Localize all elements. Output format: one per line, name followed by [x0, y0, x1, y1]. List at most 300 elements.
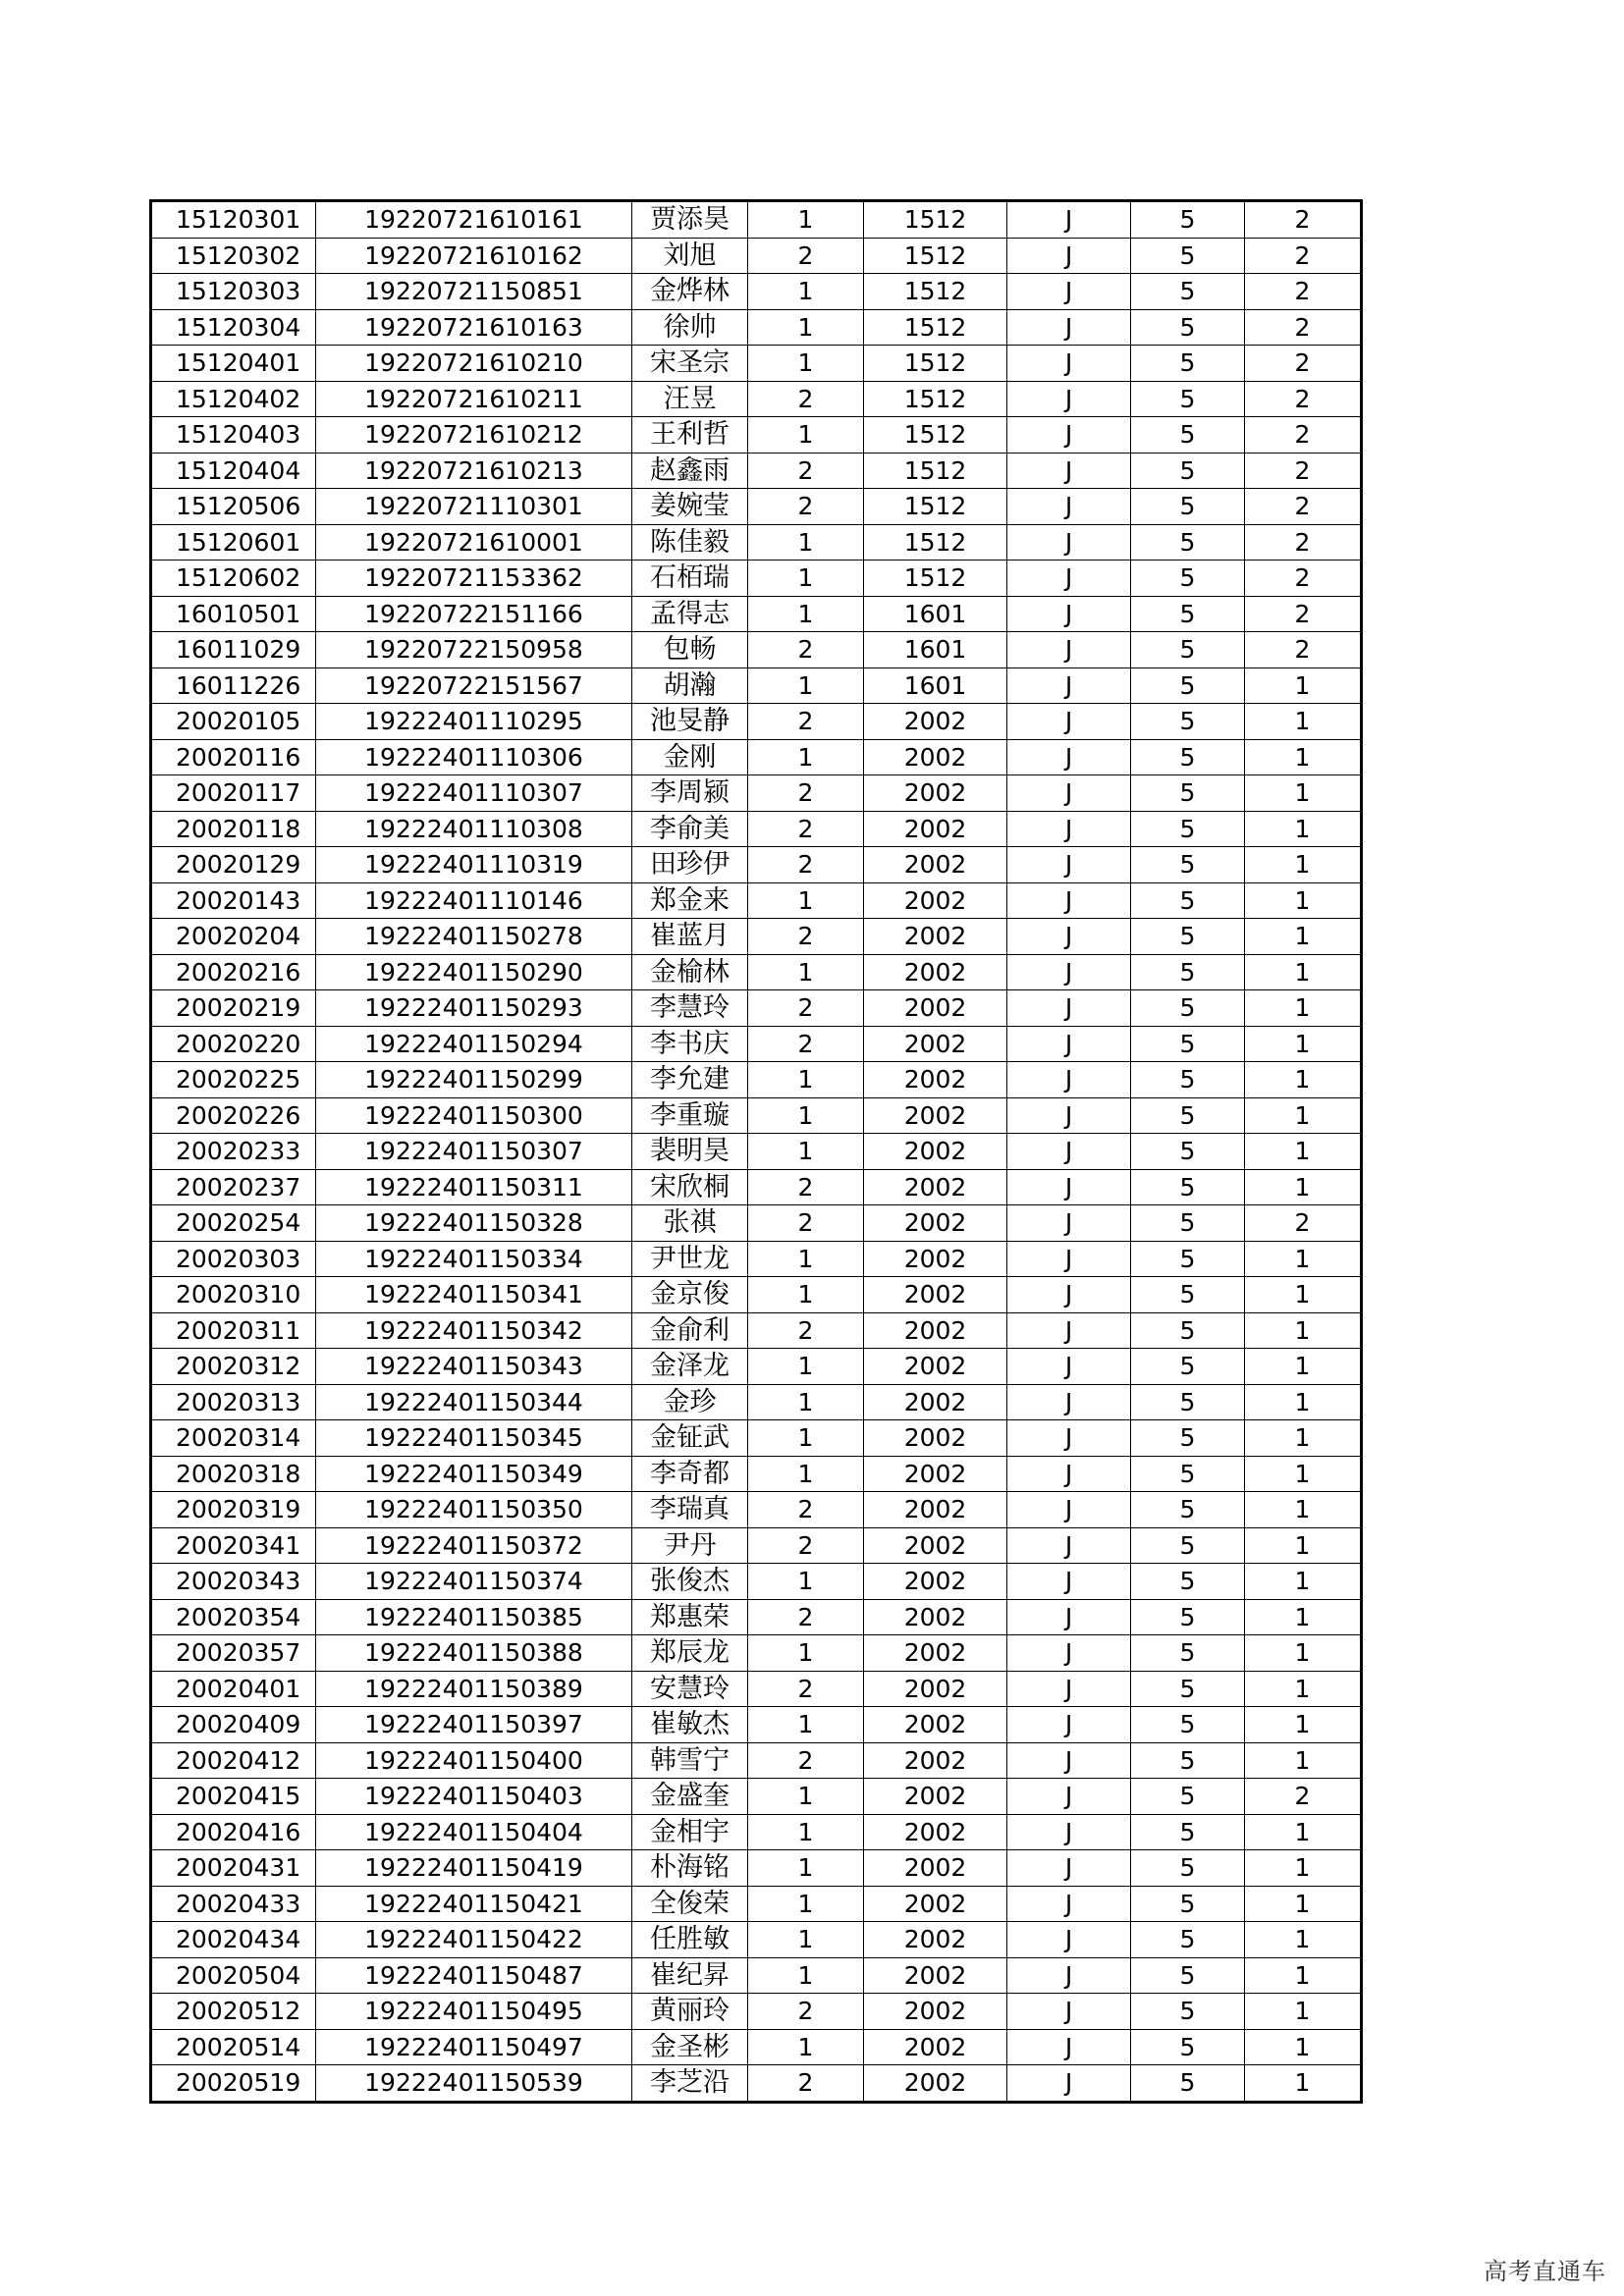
table-row — [151, 954, 1362, 990]
cell-student-name: 宋圣宗 — [632, 346, 748, 382]
cell-level: 5 — [1131, 1635, 1245, 1672]
cell-count: 1 — [1245, 1564, 1362, 1600]
table-row — [151, 1886, 1362, 1922]
cell-exam-id: 15120401 — [151, 346, 316, 382]
cell-registration-no: 19220721610210 — [316, 346, 632, 382]
cell-exam-id: 15120602 — [151, 561, 316, 597]
table-row — [151, 1169, 1362, 1205]
cell-level: 5 — [1131, 1349, 1245, 1385]
cell-registration-no: 19222401150299 — [316, 1062, 632, 1098]
cell-exam-id: 20020233 — [151, 1134, 316, 1170]
cell-student-name: 崔纪昇 — [632, 1957, 748, 1994]
cell-gender-code: 1 — [748, 1097, 864, 1134]
cell-level: 5 — [1131, 1957, 1245, 1994]
cell-registration-no: 19222401150334 — [316, 1241, 632, 1277]
cell-level: 5 — [1131, 1062, 1245, 1098]
cell-gender-code: 2 — [748, 847, 864, 883]
cell-class-code: 2002 — [864, 2065, 1007, 2103]
cell-student-name: 张祺 — [632, 1205, 748, 1242]
cell-count: 1 — [1245, 704, 1362, 740]
cell-student-name: 刘旭 — [632, 238, 748, 274]
cell-exam-id: 20020254 — [151, 1205, 316, 1242]
table-row — [151, 1420, 1362, 1457]
cell-class-code: 2002 — [864, 1026, 1007, 1062]
cell-student-name: 田珍伊 — [632, 847, 748, 883]
table-row — [151, 1564, 1362, 1600]
cell-registration-no: 19222401150350 — [316, 1492, 632, 1528]
cell-count: 1 — [1245, 1349, 1362, 1385]
cell-class-code: 2002 — [864, 1134, 1007, 1170]
cell-student-name: 金烨林 — [632, 274, 748, 310]
cell-level: 5 — [1131, 1420, 1245, 1457]
cell-registration-no: 19222401150404 — [316, 1814, 632, 1850]
cell-class-code: 1512 — [864, 274, 1007, 310]
cell-class-code: 1512 — [864, 381, 1007, 417]
cell-category: J — [1007, 274, 1131, 310]
cell-exam-id: 20020504 — [151, 1957, 316, 1994]
table-row — [151, 381, 1362, 417]
cell-class-code: 2002 — [864, 1994, 1007, 2030]
cell-registration-no: 19220721153362 — [316, 561, 632, 597]
cell-gender-code: 1 — [748, 274, 864, 310]
cell-student-name: 汪昱 — [632, 381, 748, 417]
table-row — [151, 1850, 1362, 1887]
cell-count: 2 — [1245, 417, 1362, 454]
cell-level: 5 — [1131, 954, 1245, 990]
cell-gender-code: 1 — [748, 309, 864, 346]
cell-category: J — [1007, 2029, 1131, 2065]
cell-level: 5 — [1131, 847, 1245, 883]
table-row — [151, 919, 1362, 955]
cell-count: 1 — [1245, 1134, 1362, 1170]
cell-level: 5 — [1131, 1241, 1245, 1277]
cell-registration-no: 19222401150344 — [316, 1384, 632, 1420]
cell-count: 1 — [1245, 739, 1362, 775]
cell-count: 1 — [1245, 954, 1362, 990]
cell-exam-id: 20020220 — [151, 1026, 316, 1062]
cell-gender-code: 2 — [748, 1599, 864, 1635]
watermark-text: 高考直通车 — [1484, 2258, 1606, 2285]
cell-class-code: 2002 — [864, 1312, 1007, 1349]
cell-gender-code: 1 — [748, 1850, 864, 1887]
table-row — [151, 2065, 1362, 2103]
cell-exam-id: 20020514 — [151, 2029, 316, 2065]
cell-level: 5 — [1131, 704, 1245, 740]
cell-registration-no: 19222401150294 — [316, 1026, 632, 1062]
cell-student-name: 包畅 — [632, 632, 748, 668]
cell-count: 1 — [1245, 990, 1362, 1027]
cell-category: J — [1007, 381, 1131, 417]
cell-registration-no: 19220721610211 — [316, 381, 632, 417]
cell-count: 2 — [1245, 632, 1362, 668]
cell-class-code: 2002 — [864, 1420, 1007, 1457]
cell-exam-id: 20020415 — [151, 1779, 316, 1815]
cell-category: J — [1007, 1814, 1131, 1850]
cell-class-code: 2002 — [864, 919, 1007, 955]
cell-category: J — [1007, 882, 1131, 919]
cell-class-code: 2002 — [864, 990, 1007, 1027]
cell-registration-no: 19222401150388 — [316, 1635, 632, 1672]
table-row — [151, 1062, 1362, 1098]
cell-level: 5 — [1131, 201, 1245, 239]
cell-exam-id: 20020116 — [151, 739, 316, 775]
cell-exam-id: 20020143 — [151, 882, 316, 919]
cell-category: J — [1007, 1241, 1131, 1277]
cell-level: 5 — [1131, 1134, 1245, 1170]
cell-category: J — [1007, 1062, 1131, 1098]
cell-level: 5 — [1131, 667, 1245, 704]
cell-class-code: 2002 — [864, 1241, 1007, 1277]
cell-level: 5 — [1131, 274, 1245, 310]
cell-exam-id: 15120404 — [151, 453, 316, 489]
cell-class-code: 1601 — [864, 632, 1007, 668]
cell-exam-id: 15120301 — [151, 201, 316, 239]
cell-class-code: 2002 — [864, 954, 1007, 990]
cell-level: 5 — [1131, 990, 1245, 1027]
cell-count: 1 — [1245, 1169, 1362, 1205]
cell-exam-id: 20020519 — [151, 2065, 316, 2103]
cell-count: 1 — [1245, 775, 1362, 812]
cell-student-name: 金圣彬 — [632, 2029, 748, 2065]
cell-registration-no: 19222401150487 — [316, 1957, 632, 1994]
cell-student-name: 尹世龙 — [632, 1241, 748, 1277]
cell-gender-code: 1 — [748, 1707, 864, 1743]
table-row — [151, 990, 1362, 1027]
table-row — [151, 1779, 1362, 1815]
cell-level: 5 — [1131, 1850, 1245, 1887]
cell-student-name: 李书庆 — [632, 1026, 748, 1062]
cell-class-code: 2002 — [864, 1850, 1007, 1887]
cell-level: 5 — [1131, 919, 1245, 955]
cell-count: 1 — [1245, 1026, 1362, 1062]
table-row — [151, 1599, 1362, 1635]
cell-gender-code: 2 — [748, 1205, 864, 1242]
cell-exam-id: 16011029 — [151, 632, 316, 668]
cell-level: 5 — [1131, 1026, 1245, 1062]
cell-registration-no: 19222401150539 — [316, 2065, 632, 2103]
cell-class-code: 1512 — [864, 524, 1007, 561]
cell-class-code: 2002 — [864, 1886, 1007, 1922]
cell-exam-id: 15120304 — [151, 309, 316, 346]
cell-category: J — [1007, 1957, 1131, 1994]
table-row — [151, 274, 1362, 310]
cell-category: J — [1007, 667, 1131, 704]
cell-class-code: 2002 — [864, 1349, 1007, 1385]
cell-student-name: 郑金来 — [632, 882, 748, 919]
cell-category: J — [1007, 1994, 1131, 2030]
cell-category: J — [1007, 596, 1131, 632]
cell-category: J — [1007, 775, 1131, 812]
cell-class-code: 2002 — [864, 1707, 1007, 1743]
cell-student-name: 王利哲 — [632, 417, 748, 454]
table-row — [151, 1026, 1362, 1062]
cell-student-name: 金刚 — [632, 739, 748, 775]
cell-class-code: 2002 — [864, 1635, 1007, 1672]
cell-student-name: 任胜敏 — [632, 1922, 748, 1958]
cell-registration-no: 19222401150385 — [316, 1599, 632, 1635]
cell-registration-no: 19222401150290 — [316, 954, 632, 990]
cell-student-name: 李慧玲 — [632, 990, 748, 1027]
cell-exam-id: 20020117 — [151, 775, 316, 812]
cell-count: 1 — [1245, 1599, 1362, 1635]
cell-category: J — [1007, 1850, 1131, 1887]
cell-student-name: 金钲武 — [632, 1420, 748, 1457]
cell-gender-code: 1 — [748, 1886, 864, 1922]
cell-count: 1 — [1245, 1420, 1362, 1457]
cell-level: 5 — [1131, 1671, 1245, 1707]
cell-category: J — [1007, 453, 1131, 489]
cell-registration-no: 19222401150342 — [316, 1312, 632, 1349]
cell-exam-id: 20020416 — [151, 1814, 316, 1850]
cell-exam-id: 15120403 — [151, 417, 316, 454]
cell-count: 2 — [1245, 309, 1362, 346]
cell-student-name: 李允建 — [632, 1062, 748, 1098]
table-body — [151, 201, 1362, 2103]
cell-category: J — [1007, 1886, 1131, 1922]
cell-gender-code: 1 — [748, 561, 864, 597]
cell-student-name: 金榆林 — [632, 954, 748, 990]
cell-class-code: 1512 — [864, 561, 1007, 597]
cell-count: 2 — [1245, 524, 1362, 561]
cell-student-name: 黄丽玲 — [632, 1994, 748, 2030]
cell-category: J — [1007, 1134, 1131, 1170]
cell-student-name: 李瑞真 — [632, 1492, 748, 1528]
cell-class-code: 2002 — [864, 1527, 1007, 1564]
cell-category: J — [1007, 1599, 1131, 1635]
cell-category: J — [1007, 1742, 1131, 1779]
cell-level: 5 — [1131, 2065, 1245, 2103]
cell-gender-code: 1 — [748, 667, 864, 704]
cell-class-code: 2002 — [864, 775, 1007, 812]
cell-count: 1 — [1245, 1241, 1362, 1277]
cell-student-name: 陈佳毅 — [632, 524, 748, 561]
cell-count: 1 — [1245, 1312, 1362, 1349]
cell-student-name: 安慧玲 — [632, 1671, 748, 1707]
cell-category: J — [1007, 1312, 1131, 1349]
cell-exam-id: 20020310 — [151, 1277, 316, 1313]
cell-student-name: 石栢瑞 — [632, 561, 748, 597]
table-row — [151, 309, 1362, 346]
cell-count: 1 — [1245, 1097, 1362, 1134]
cell-count: 1 — [1245, 847, 1362, 883]
student-table — [149, 199, 1363, 2104]
cell-count: 1 — [1245, 1527, 1362, 1564]
cell-class-code: 2002 — [864, 1742, 1007, 1779]
cell-gender-code: 1 — [748, 1420, 864, 1457]
table-row — [151, 847, 1362, 883]
cell-gender-code: 2 — [748, 704, 864, 740]
cell-exam-id: 20020319 — [151, 1492, 316, 1528]
cell-level: 5 — [1131, 417, 1245, 454]
cell-gender-code: 1 — [748, 1564, 864, 1600]
table-row — [151, 1205, 1362, 1242]
cell-student-name: 李俞美 — [632, 811, 748, 847]
cell-gender-code: 1 — [748, 1241, 864, 1277]
cell-student-name: 池旻静 — [632, 704, 748, 740]
table-row — [151, 739, 1362, 775]
cell-gender-code: 1 — [748, 1922, 864, 1958]
cell-student-name: 崔敏杰 — [632, 1707, 748, 1743]
table-row — [151, 524, 1362, 561]
cell-registration-no: 19222401150495 — [316, 1994, 632, 2030]
cell-gender-code: 2 — [748, 775, 864, 812]
table-row — [151, 453, 1362, 489]
cell-exam-id: 20020318 — [151, 1456, 316, 1492]
cell-gender-code: 1 — [748, 1957, 864, 1994]
cell-registration-no: 19222401150328 — [316, 1205, 632, 1242]
cell-class-code: 2002 — [864, 1205, 1007, 1242]
cell-count: 2 — [1245, 346, 1362, 382]
cell-student-name: 胡瀚 — [632, 667, 748, 704]
cell-class-code: 2002 — [864, 704, 1007, 740]
cell-category: J — [1007, 309, 1131, 346]
cell-class-code: 1601 — [864, 667, 1007, 704]
table-row — [151, 489, 1362, 525]
cell-registration-no: 19220721610162 — [316, 238, 632, 274]
table-row — [151, 667, 1362, 704]
cell-category: J — [1007, 524, 1131, 561]
table-row — [151, 1384, 1362, 1420]
cell-count: 1 — [1245, 1957, 1362, 1994]
cell-category: J — [1007, 1097, 1131, 1134]
cell-registration-no: 19222401150349 — [316, 1456, 632, 1492]
cell-category: J — [1007, 561, 1131, 597]
cell-student-name: 全俊荣 — [632, 1886, 748, 1922]
cell-level: 5 — [1131, 346, 1245, 382]
cell-count: 1 — [1245, 1492, 1362, 1528]
cell-registration-no: 19220721610213 — [316, 453, 632, 489]
cell-gender-code: 1 — [748, 1062, 864, 1098]
cell-registration-no: 19222401110306 — [316, 739, 632, 775]
cell-exam-id: 20020314 — [151, 1420, 316, 1457]
cell-category: J — [1007, 990, 1131, 1027]
cell-category: J — [1007, 1420, 1131, 1457]
cell-registration-no: 19222401110319 — [316, 847, 632, 883]
cell-class-code: 2002 — [864, 1492, 1007, 1528]
cell-count: 2 — [1245, 381, 1362, 417]
cell-count: 2 — [1245, 274, 1362, 310]
cell-gender-code: 1 — [748, 1814, 864, 1850]
table-row — [151, 1097, 1362, 1134]
cell-exam-id: 20020512 — [151, 1994, 316, 2030]
cell-count: 1 — [1245, 1062, 1362, 1098]
cell-registration-no: 19222401150403 — [316, 1779, 632, 1815]
cell-count: 1 — [1245, 1922, 1362, 1958]
cell-exam-id: 15120506 — [151, 489, 316, 525]
cell-class-code: 2002 — [864, 1671, 1007, 1707]
cell-gender-code: 1 — [748, 954, 864, 990]
cell-gender-code: 1 — [748, 524, 864, 561]
cell-student-name: 金京俊 — [632, 1277, 748, 1313]
table-row — [151, 1635, 1362, 1672]
cell-gender-code: 2 — [748, 489, 864, 525]
cell-category: J — [1007, 1205, 1131, 1242]
cell-category: J — [1007, 1492, 1131, 1528]
cell-category: J — [1007, 1384, 1131, 1420]
table-row — [151, 417, 1362, 454]
cell-count: 1 — [1245, 811, 1362, 847]
cell-student-name: 朴海铭 — [632, 1850, 748, 1887]
cell-registration-no: 19222401150419 — [316, 1850, 632, 1887]
table-row — [151, 1241, 1362, 1277]
cell-registration-no: 19220721610161 — [316, 201, 632, 239]
cell-level: 5 — [1131, 1779, 1245, 1815]
cell-count: 1 — [1245, 1742, 1362, 1779]
cell-gender-code: 1 — [748, 417, 864, 454]
cell-gender-code: 2 — [748, 632, 864, 668]
cell-student-name: 金相宇 — [632, 1814, 748, 1850]
cell-gender-code: 2 — [748, 1492, 864, 1528]
cell-level: 5 — [1131, 1599, 1245, 1635]
cell-student-name: 郑惠荣 — [632, 1599, 748, 1635]
cell-gender-code: 1 — [748, 739, 864, 775]
cell-level: 5 — [1131, 1707, 1245, 1743]
cell-category: J — [1007, 1671, 1131, 1707]
cell-level: 5 — [1131, 238, 1245, 274]
cell-level: 5 — [1131, 561, 1245, 597]
cell-category: J — [1007, 847, 1131, 883]
cell-level: 5 — [1131, 1169, 1245, 1205]
cell-class-code: 1512 — [864, 346, 1007, 382]
cell-level: 5 — [1131, 1994, 1245, 2030]
cell-gender-code: 2 — [748, 1742, 864, 1779]
cell-category: J — [1007, 704, 1131, 740]
cell-student-name: 韩雪宁 — [632, 1742, 748, 1779]
cell-gender-code: 1 — [748, 1456, 864, 1492]
table-row — [151, 1527, 1362, 1564]
cell-gender-code: 2 — [748, 1026, 864, 1062]
cell-exam-id: 15120402 — [151, 381, 316, 417]
cell-class-code: 1512 — [864, 489, 1007, 525]
cell-registration-no: 19222401150343 — [316, 1349, 632, 1385]
cell-class-code: 2002 — [864, 2029, 1007, 2065]
cell-count: 1 — [1245, 2065, 1362, 2103]
cell-level: 5 — [1131, 1312, 1245, 1349]
cell-gender-code: 2 — [748, 811, 864, 847]
cell-exam-id: 20020312 — [151, 1349, 316, 1385]
cell-registration-no: 19222401110308 — [316, 811, 632, 847]
cell-gender-code: 1 — [748, 1635, 864, 1672]
cell-class-code: 2002 — [864, 1599, 1007, 1635]
cell-exam-id: 20020409 — [151, 1707, 316, 1743]
table-row — [151, 1707, 1362, 1743]
cell-count: 2 — [1245, 596, 1362, 632]
cell-level: 5 — [1131, 2029, 1245, 2065]
cell-count: 1 — [1245, 1707, 1362, 1743]
cell-category: J — [1007, 1026, 1131, 1062]
table-row — [151, 1349, 1362, 1385]
cell-class-code: 2002 — [864, 1922, 1007, 1958]
cell-level: 5 — [1131, 632, 1245, 668]
cell-count: 1 — [1245, 1994, 1362, 2030]
cell-exam-id: 20020118 — [151, 811, 316, 847]
cell-category: J — [1007, 739, 1131, 775]
cell-student-name: 尹丹 — [632, 1527, 748, 1564]
table-row — [151, 1742, 1362, 1779]
cell-exam-id: 20020129 — [151, 847, 316, 883]
cell-level: 5 — [1131, 1922, 1245, 1958]
cell-category: J — [1007, 954, 1131, 990]
table-row — [151, 1994, 1362, 2030]
cell-gender-code: 2 — [748, 1169, 864, 1205]
cell-student-name: 姜婉莹 — [632, 489, 748, 525]
cell-exam-id: 20020433 — [151, 1886, 316, 1922]
cell-category: J — [1007, 1922, 1131, 1958]
cell-registration-no: 19220721610212 — [316, 417, 632, 454]
cell-count: 1 — [1245, 882, 1362, 919]
cell-category: J — [1007, 2065, 1131, 2103]
cell-gender-code: 2 — [748, 990, 864, 1027]
